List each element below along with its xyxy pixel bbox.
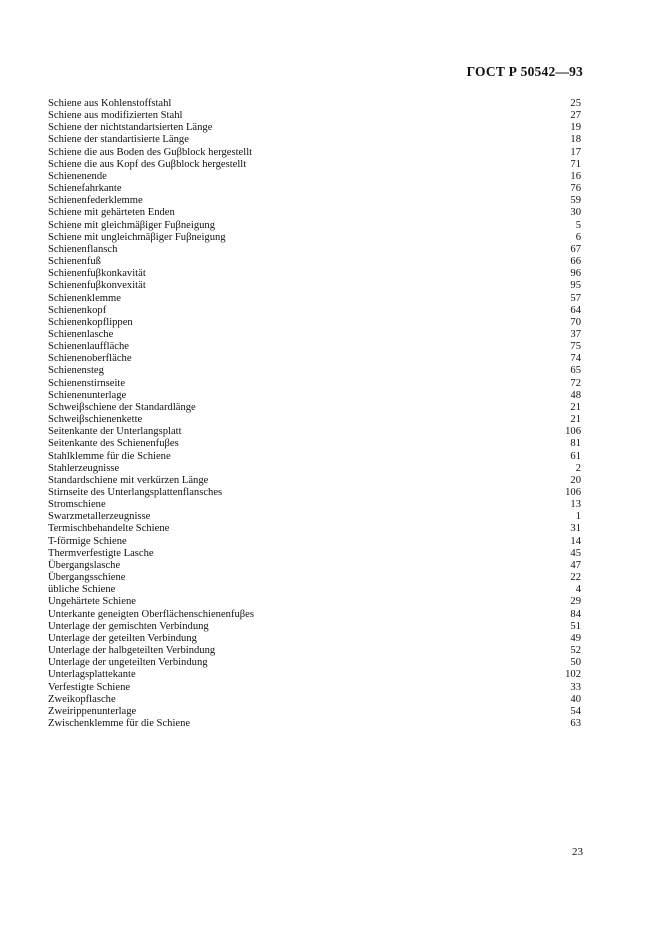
index-page-ref: 75 xyxy=(570,341,581,353)
index-page-ref: 52 xyxy=(570,645,581,657)
index-term: Schienenkopf xyxy=(48,304,107,316)
index-page-ref: 33 xyxy=(570,681,581,693)
index-entry xyxy=(48,159,581,171)
index-entry xyxy=(48,256,581,268)
index-term: Thermverfestigte Lasche xyxy=(48,547,154,559)
index-page-ref: 65 xyxy=(570,365,581,377)
index-page-ref: 19 xyxy=(570,122,581,134)
index-entry xyxy=(48,657,581,669)
index-entry xyxy=(48,390,581,402)
index-entry xyxy=(48,633,581,645)
index-page-ref: 16 xyxy=(570,170,581,182)
index-entry xyxy=(48,584,581,596)
index-term: Schienenfuβkonkavität xyxy=(48,268,146,280)
index-term: Schiene mit gleichmäβiger Fuβneigung xyxy=(48,219,216,231)
index-page-ref: 29 xyxy=(570,596,581,608)
index-page-ref: 2 xyxy=(575,462,581,474)
index-entry xyxy=(48,572,581,584)
index-page-ref: 67 xyxy=(570,243,581,255)
index-entry xyxy=(48,511,581,523)
index-entry xyxy=(48,293,581,305)
index-page-ref: 50 xyxy=(570,657,581,669)
index-term: Schiene die aus Boden des Guβblock hergestellt xyxy=(48,146,253,158)
index-term: Unterkante geneigten Oberflächenschienenfuβes xyxy=(48,608,254,620)
index-page-ref: 4 xyxy=(575,584,581,596)
index-term: Stirnseite des Unterlangsplattenflansches xyxy=(48,487,223,498)
index-term: Schiene aus Kohlenstoffstahl xyxy=(48,98,172,109)
index-entry xyxy=(48,718,581,730)
index-term: Schienenlauffläche xyxy=(48,341,129,353)
index-term: Schienenflansch xyxy=(48,243,118,255)
index-term: Schienefahrkante xyxy=(48,183,122,195)
index-entry xyxy=(48,110,581,122)
index-page-ref: 106 xyxy=(565,487,581,498)
index-page-ref: 84 xyxy=(570,608,581,620)
index-page-ref: 30 xyxy=(570,207,581,219)
index-term: Zweikopflasche xyxy=(48,693,116,705)
index-entry xyxy=(48,378,581,390)
index-entry xyxy=(48,451,581,463)
index-entry xyxy=(48,329,581,341)
index-page-ref: 13 xyxy=(570,499,581,511)
index-entry xyxy=(48,706,581,718)
index-page-ref: 27 xyxy=(570,110,581,122)
index-entry xyxy=(48,220,581,232)
index-term: Übergangsschiene xyxy=(48,572,126,584)
index-term: Zweirippenunterlage xyxy=(48,705,137,717)
index-page-ref: 81 xyxy=(570,438,581,450)
index-page-ref: 96 xyxy=(570,268,581,280)
index-term: Schienenoberfläche xyxy=(48,353,132,365)
index-entry xyxy=(48,268,581,280)
index-page-ref: 54 xyxy=(570,705,581,717)
index-entry xyxy=(48,536,581,548)
index-page-ref: 21 xyxy=(570,414,581,426)
index-page-ref: 63 xyxy=(570,717,581,729)
index-page-ref: 45 xyxy=(570,547,581,559)
index-page-ref: 49 xyxy=(570,632,581,644)
index-term: Übergangslasche xyxy=(48,559,121,571)
index-entry xyxy=(48,499,581,511)
index-page-ref: 61 xyxy=(570,450,581,462)
index-term: Zwischenklemme für die Schiene xyxy=(48,717,191,729)
index-term: Swarzmetallerzeugnisse xyxy=(48,511,151,523)
index-term: Schiene aus modifizierten Stahl xyxy=(48,110,183,122)
index-term: Schienenklemme xyxy=(48,292,121,304)
index-term: Schiene der nichtstandartsierten Länge xyxy=(48,122,213,134)
index-term: Stahlklemme für die Schiene xyxy=(48,450,171,462)
index-entry xyxy=(48,414,581,426)
index-term: Schienenunterlage xyxy=(48,389,127,401)
index-page-ref: 40 xyxy=(570,693,581,705)
term-index-list xyxy=(48,98,581,730)
index-entry xyxy=(48,645,581,657)
index-entry xyxy=(48,487,581,499)
index-term: Schienenende xyxy=(48,170,107,182)
index-term: Schiene der standartisierte Länge xyxy=(48,134,189,146)
index-page-ref: 17 xyxy=(570,146,581,158)
index-entry xyxy=(48,195,581,207)
index-term: Schienensteg xyxy=(48,365,104,377)
index-term: Verfestigte Schiene xyxy=(48,681,131,693)
index-entry xyxy=(48,523,581,535)
index-page-ref: 5 xyxy=(575,219,581,231)
index-term: übliche Schiene xyxy=(48,584,116,596)
index-term: Unterlage der geteilten Verbindung xyxy=(48,632,197,644)
document-code: ГОСТ Р 50542—93 xyxy=(466,64,583,79)
index-entry xyxy=(48,682,581,694)
index-entry xyxy=(48,548,581,560)
index-page-ref: 64 xyxy=(570,304,581,316)
index-entry xyxy=(48,341,581,353)
index-term: Unterlagsplattekante xyxy=(48,669,136,681)
index-term: Unterlage der gemischten Verbindung xyxy=(48,620,209,632)
index-entry xyxy=(48,463,581,475)
index-entry xyxy=(48,596,581,608)
index-entry xyxy=(48,305,581,317)
index-page-ref: 21 xyxy=(570,401,581,413)
index-entry xyxy=(48,317,581,329)
index-term: Termischbehandelte Schiene xyxy=(48,523,170,535)
index-term: Schweiβschienenkette xyxy=(48,414,143,426)
index-page-ref: 22 xyxy=(570,572,581,584)
index-term: Ungehärtete Schiene xyxy=(48,596,136,608)
index-term: Seitenkante des Schienenfuβes xyxy=(48,438,179,450)
index-term: Stromschiene xyxy=(48,499,106,511)
index-entry xyxy=(48,365,581,377)
index-term: Schiene die aus Kopf des Guβblock hergestellt xyxy=(48,158,247,170)
index-term: Schienenfederklemme xyxy=(48,195,143,207)
index-page-ref: 70 xyxy=(570,316,581,328)
index-page-ref: 106 xyxy=(565,426,581,438)
index-page-ref: 59 xyxy=(570,195,581,207)
index-term: Schiene mit gehärteten Enden xyxy=(48,207,175,219)
index-page-ref: 72 xyxy=(570,377,581,389)
index-page-ref: 14 xyxy=(570,535,581,547)
index-page-ref: 74 xyxy=(570,353,581,365)
index-page-ref: 95 xyxy=(570,280,581,292)
index-page-ref: 20 xyxy=(570,474,581,486)
index-term: Seitenkante der Unterlangsplatt xyxy=(48,426,182,438)
index-entry xyxy=(48,183,581,195)
index-entry xyxy=(48,353,581,365)
index-page-ref: 31 xyxy=(570,523,581,535)
index-entry xyxy=(48,560,581,572)
index-entry xyxy=(48,244,581,256)
index-entry xyxy=(48,171,581,183)
index-entry xyxy=(48,207,581,219)
index-page-ref: 6 xyxy=(575,231,581,243)
index-entry xyxy=(48,426,581,438)
index-term: Schienenlasche xyxy=(48,328,114,340)
index-page-ref: 71 xyxy=(570,158,581,170)
index-page-ref: 25 xyxy=(570,98,581,109)
page-number: 23 xyxy=(572,846,583,858)
index-term: Schienenfuβkonvexität xyxy=(48,280,146,292)
index-entry xyxy=(48,280,581,292)
index-entry xyxy=(48,438,581,450)
index-entry xyxy=(48,609,581,621)
index-term: Schienenkopflippen xyxy=(48,316,133,328)
index-page-ref: 18 xyxy=(570,134,581,146)
index-term: T-förmige Schiene xyxy=(48,535,127,547)
index-page-ref: 47 xyxy=(570,559,581,571)
index-entry xyxy=(48,147,581,159)
index-term: Unterlage der halbgeteilten Verbindung xyxy=(48,645,216,657)
index-page-ref: 1 xyxy=(575,511,581,523)
index-entry xyxy=(48,621,581,633)
index-entry xyxy=(48,402,581,414)
index-entry xyxy=(48,694,581,706)
index-entry xyxy=(48,98,581,110)
index-page-ref: 37 xyxy=(570,328,581,340)
index-term: Schienenstirnseite xyxy=(48,377,126,389)
index-entry xyxy=(48,475,581,487)
index-entry xyxy=(48,122,581,134)
index-term: Schweiβschiene der Standardlänge xyxy=(48,401,196,413)
index-term: Schiene mit ungleichmäβiger Fuβneigung xyxy=(48,231,226,243)
index-page-ref: 48 xyxy=(570,389,581,401)
index-page-ref: 51 xyxy=(570,620,581,632)
index-term: Stahlerzeugnisse xyxy=(48,462,120,474)
index-term: Unterlage der ungeteilten Verbindung xyxy=(48,657,208,669)
index-page-ref: 102 xyxy=(565,669,581,681)
index-term: Schienenfuß xyxy=(48,256,101,268)
index-term: Standardschiene mit verkürzen Länge xyxy=(48,474,209,486)
index-page-ref: 66 xyxy=(570,256,581,268)
index-entry xyxy=(48,232,581,244)
index-page-ref: 76 xyxy=(570,183,581,195)
index-entry xyxy=(48,134,581,146)
index-page-ref: 57 xyxy=(570,292,581,304)
index-entry xyxy=(48,669,581,681)
